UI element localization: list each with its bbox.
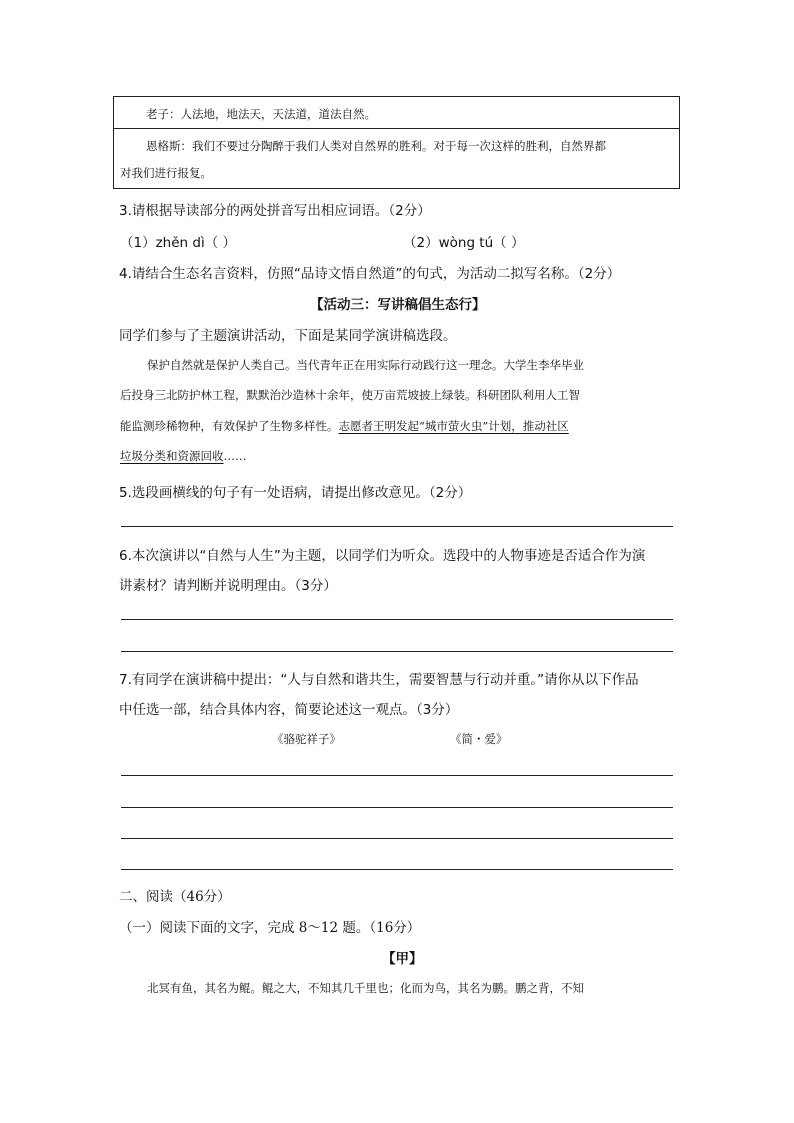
question-4: 4.请结合生态名言资料，仿照“品诗文悟自然道”的句式，为活动二拟写名称。（2分）: [119, 266, 621, 282]
question-7-line-1: 7.有同学在演讲稿中提出：“人与自然和谐共生，需要智慧与行动并重。”请你从以下作品: [119, 672, 639, 688]
question-3-item-2: （2）wòng tú（ ）: [403, 235, 525, 251]
quote-laozi: 老子：人法地，地法天，天法道，道法自然。: [146, 107, 376, 121]
question-6-line-2: 讲素材？请判断并说明理由。（3分）: [119, 578, 337, 594]
answer-line-q7-2[interactable]: [121, 807, 673, 808]
answer-line-q5[interactable]: [121, 526, 673, 527]
question-5: 5.选段画横线的句子有一处语病，请提出修改意见。（2分）: [119, 485, 472, 501]
speech-line-1: 保护自然就是保护人类自己。当代青年正在用实际行动践行这一理念。大学生李华毕业: [147, 358, 584, 372]
speech-ellipsis: ……: [223, 449, 247, 463]
answer-line-q6-1[interactable]: [121, 619, 673, 620]
book-option-1: 《骆驼祥子》: [272, 732, 341, 746]
speech-underlined-sentence-part-2: 垃圾分类和资源回收: [120, 449, 224, 463]
passage-jia-line-1: 北冥有鱼，其名为鲲。鲲之大，不知其几千里也；化而为鸟，其名为鹏。鹏之背，不知: [147, 981, 584, 995]
speech-line-2: 后投身三北防护林工程，默默治沙造林十余年，使万亩荒坡披上绿装。科研团队利用人工智: [120, 388, 580, 402]
quote-engels-line1: 恩格斯：我们不要过分陶醉于我们人类对自然界的胜利。对于每一次这样的胜利，自然界都: [146, 139, 606, 153]
answer-line-q7-3[interactable]: [121, 838, 673, 839]
speech-line-3: [120, 418, 569, 434]
answer-line-q7-1[interactable]: [121, 775, 673, 776]
question-7-line-2: 中任选一部，结合具体内容，简要论述这一观点。（3分）: [119, 702, 459, 718]
question-3: 3.请根据导读部分的两处拼音写出相应词语。（2分）: [119, 203, 431, 219]
question-3-item-1: （1）zhěn dì（ ）: [120, 235, 236, 251]
activity-3-intro: 同学们参与了主题演讲活动，下面是某同学演讲稿选段。: [119, 328, 457, 344]
section-2-subheading: （一）阅读下面的文字，完成 8～12 题。（16分）: [119, 920, 421, 936]
quote-engels-line2: 对我们进行报复。: [120, 166, 212, 180]
speech-line-4: [120, 448, 247, 464]
passage-jia-label: 【甲】: [382, 951, 423, 967]
answer-line-q7-4[interactable]: [121, 869, 673, 870]
speech-underlined-sentence-part-1: 志愿者王明发起“城市萤火虫”计划，推动社区: [338, 419, 569, 433]
answer-line-q6-2[interactable]: [121, 651, 673, 652]
section-2-heading: 二、阅读（46分）: [119, 889, 231, 905]
speech-line-3-plain: 能监测珍稀物种，有效保护了生物多样性。: [120, 419, 339, 433]
activity-3-title: 【活动三：写讲稿倡生态行】: [310, 297, 486, 313]
question-6-line-1: 6.本次演讲以“自然与人生”为主题，以同学们为听众。选段中的人物事迹是否适合作为演: [119, 548, 646, 564]
book-option-2: 《简・爱》: [450, 732, 508, 746]
